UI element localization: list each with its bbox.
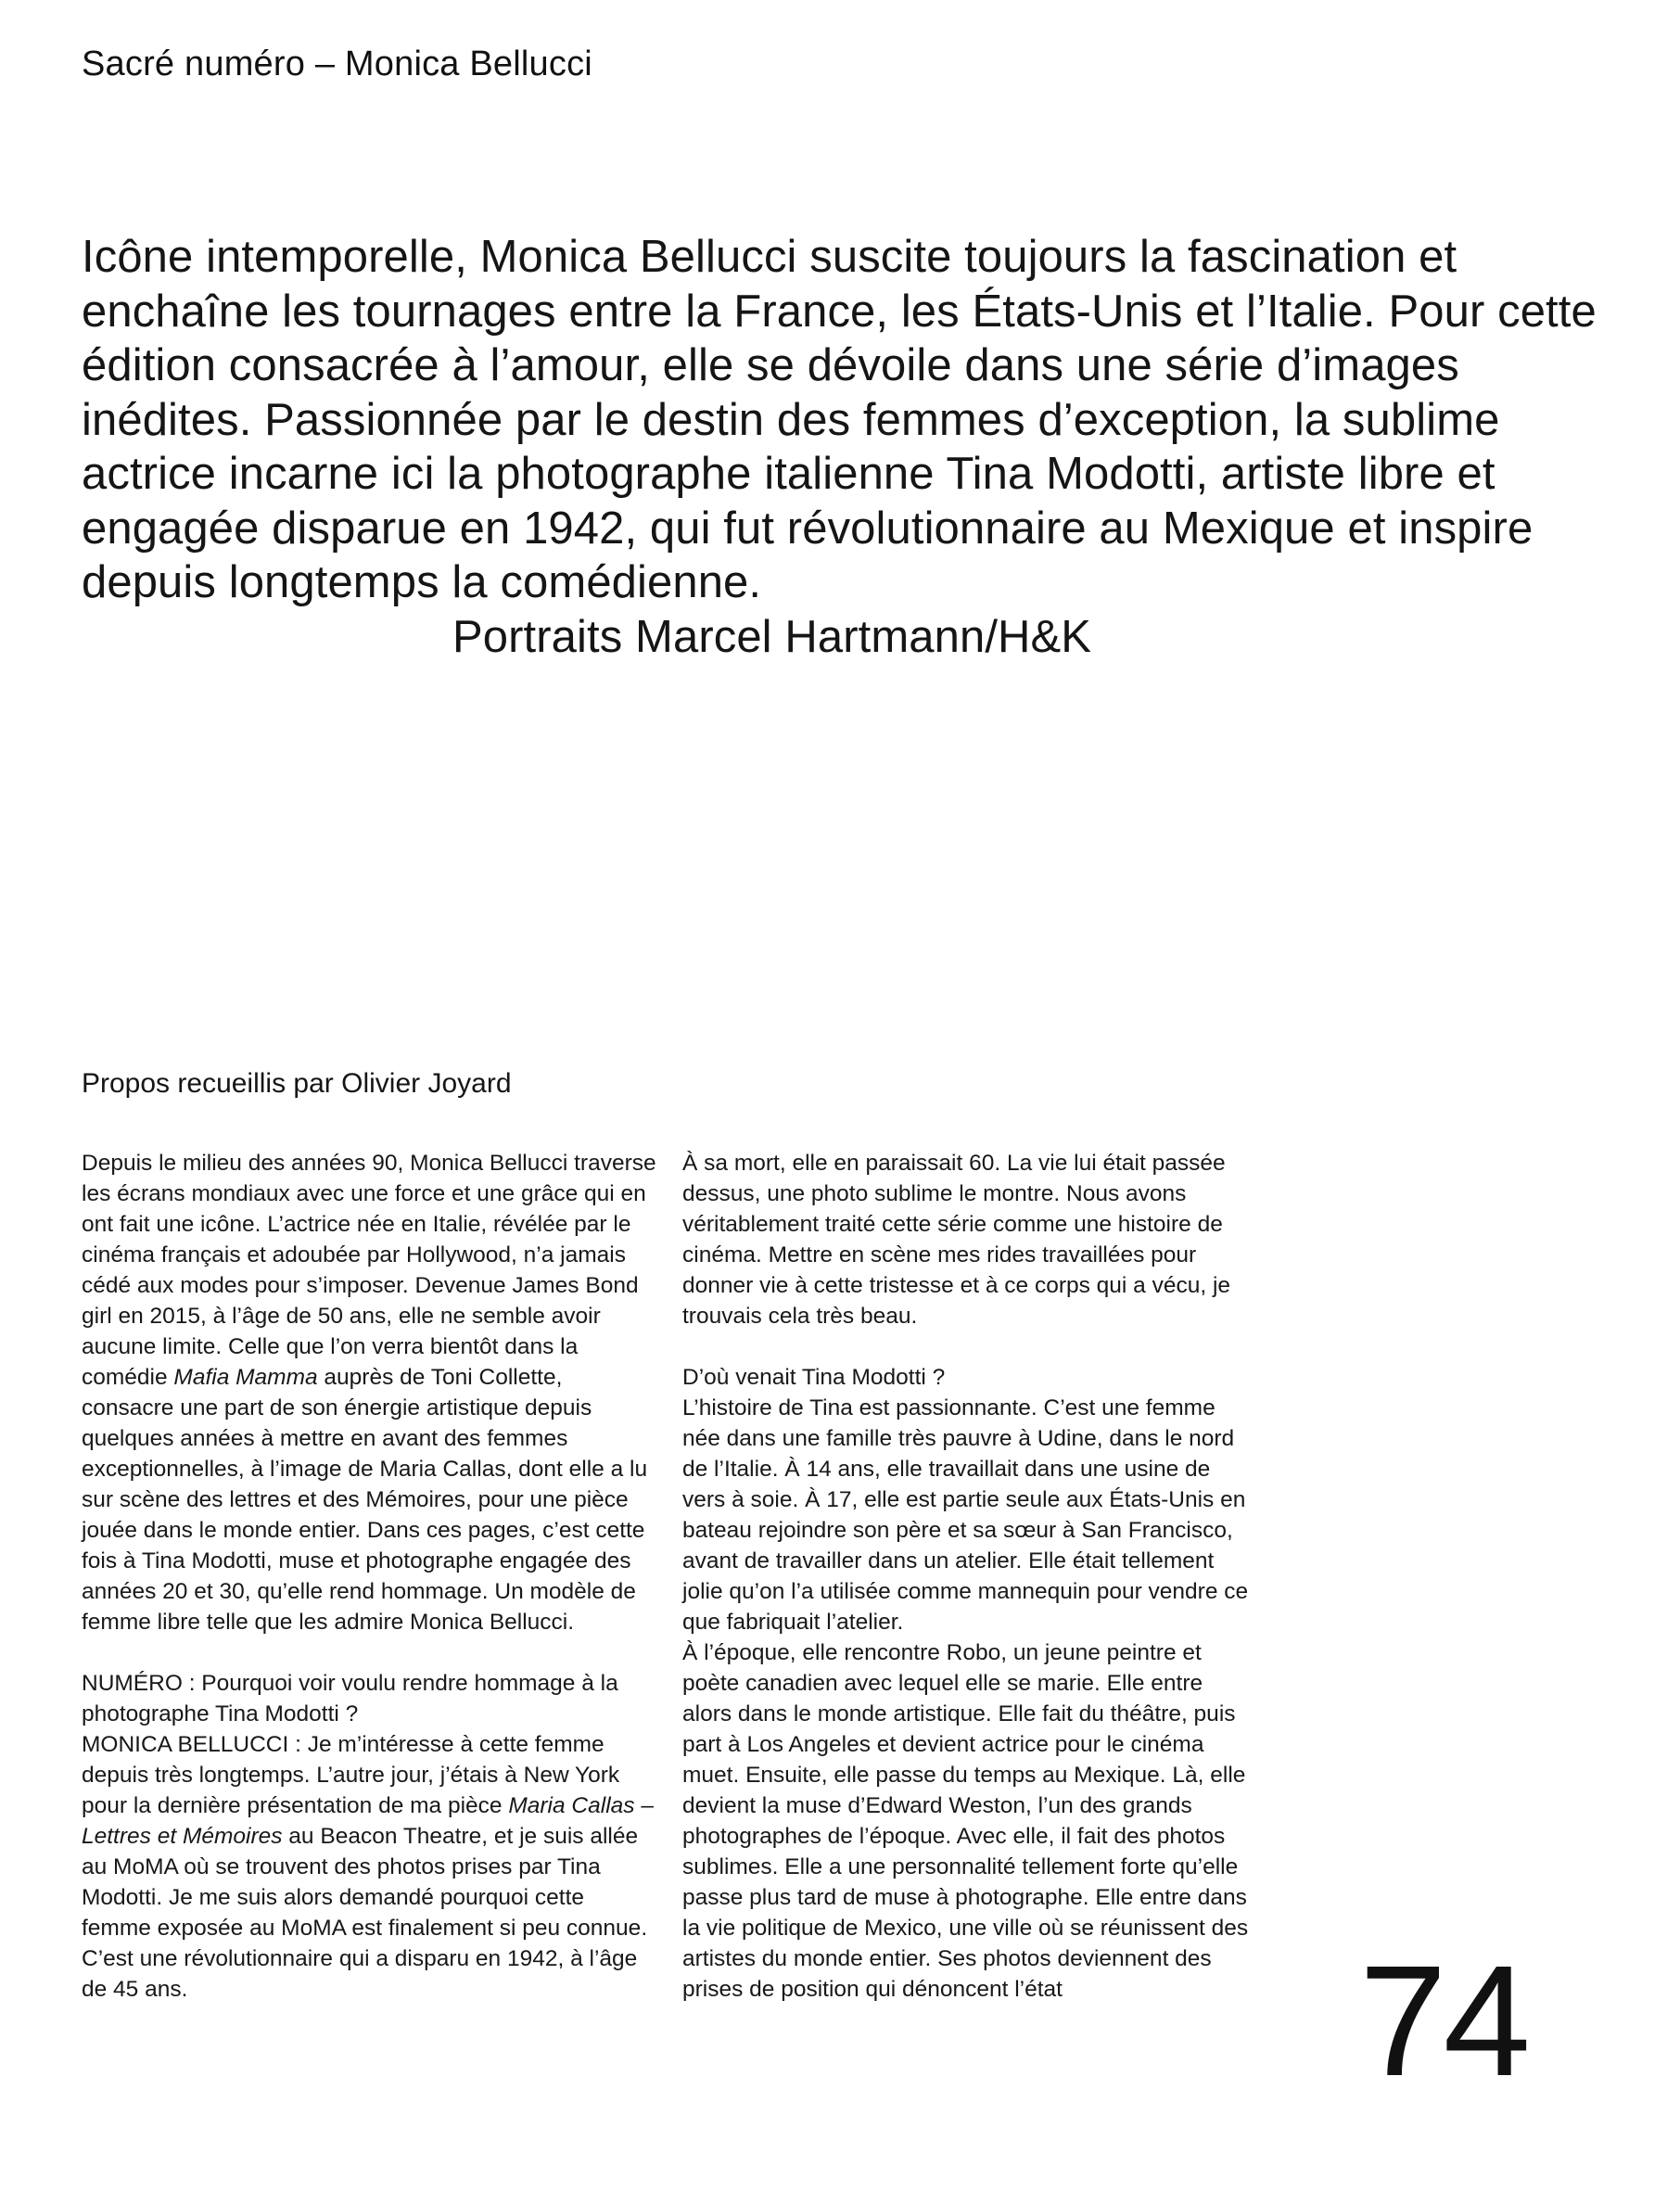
text-column-left: [82, 1148, 656, 2005]
photo-credit: Portraits Marcel Hartmann/H&K: [452, 611, 1092, 662]
page-number: 74: [1359, 1933, 1528, 2109]
answer-1-continued: À sa mort, elle en paraissait 60. La vie lui était passée dessus, une photo sublime le montre. Nous avons véritablement traité cette série comme une histoire de cinéma. Mettre en scène mes rides travaillées pour donner vie à cette tristesse et à ce corps qui a vécu, je trouvais cela très beau.: [682, 1151, 1231, 1329]
intro-text: Icône intemporelle, Monica Bellucci suscite toujours la fascination et enchaîne les tournages entre la France, les États-Unis et l’Italie. Pour cette édition consacrée à l’amour, elle se dévoile dans une série d’images inédites. Passionnée par le destin des femmes d’exception, la sublime actrice incarne ici la photographe italienne Tina Modotti, artiste libre et engagée disparue en 1942, qui fut révolutionnaire au Mexique et inspire depuis longtemps la comédienne.: [82, 232, 1597, 607]
interview-byline: Propos recueillis par Olivier Joyard: [82, 1068, 512, 1099]
play-title: Maria Callas – Lettres et Mémoires: [82, 1793, 654, 1849]
article-header-title: Sacré numéro – Monica Bellucci: [82, 45, 592, 83]
answer-2-paragraph-1: L’histoire de Tina est passionnante. C’est une femme née dans une famille très pauvre à Udine, dans le nord de l’Italie. À 14 ans, elle travaillait dans une usine de vers à soie. À 17, elle est partie seule aux États-Unis en bateau rejoindre son père et sa sœur à San Francisco, avant de travailler dans un atelier. Elle était tellement jolie qu’on l’a utilisée comme mannequin pour vendre ce que fabriquait l’atelier.: [682, 1395, 1249, 1635]
intro-paragraph: [82, 230, 1602, 664]
answer-1: [82, 1729, 656, 2005]
question-2: D’où venait Tina Modotti ?: [682, 1365, 946, 1390]
answer-1-part1: MONICA BELLUCCI : Je m’intéresse à cette femme depuis très longtemps. L’autre jour, j’étais à New York pour la dernière présentation de ma pièce: [82, 1732, 620, 1818]
question-1: NUMÉRO : Pourquoi voir voulu rendre hommage à la photographe Tina Modotti ?: [82, 1671, 618, 1726]
lead-text-part1: Depuis le milieu des années 90, Monica Bellucci traverse les écrans mondiaux avec une force et une grâce qui en ont fait une icône. L’actrice née en Italie, révélée par le cinéma français et adoubée par Hollywood, n’a jamais cédé aux modes pour s’imposer. Devenue James Bond girl en 2015, à l’âge de 50 ans, elle ne semble avoir aucune limite. Celle que l’on verra bientôt dans la comédie: [82, 1151, 656, 1390]
film-title: Mafia Mamma: [173, 1365, 318, 1390]
lead-paragraph: [82, 1148, 656, 1637]
text-column-right: [682, 1148, 1257, 2005]
answer-2-paragraph-2: À l’époque, elle rencontre Robo, un jeune peintre et poète canadien avec lequel elle se marie. Elle entre alors dans le monde artistique. Elle fait du théâtre, puis part à Los Angeles et devient actrice pour le cinéma muet. Ensuite, elle passe du temps au Mexique. Là, elle devient la muse d’Edward Weston, l’un des grands photographes de l’époque. Avec elle, il fait des photos sublimes. Elle a une personnalité tellement forte qu’elle passe plus tard de muse à photographe. Elle entre dans la vie politique de Mexico, une ville où se réunissent des artistes du monde entier. Ses photos deviennent des prises de position qui dénoncent l’état: [682, 1640, 1249, 2002]
lead-text-part2: auprès de Toni Collette, consacre une part de son énergie artistique depuis quelques années à mettre en avant des femmes exceptionnelles, à l’image de Maria Callas, dont elle a lu sur scène des lettres et des Mémoires, pour une pièce jouée dans le monde entier. Dans ces pages, c’est cette fois à Tina Modotti, muse et photographe engagée des années 20 et 30, qu’elle rend hommage. Un modèle de femme libre telle que les admire Monica Bellucci.: [82, 1365, 648, 1635]
answer-1-part2: au Beacon Theatre, et je suis allée au MoMA où se trouvent des photos prises par Tina Modotti. Je me suis alors demandé pourquoi cette femme exposée au MoMA est finalement si peu connue. C’est une révolutionnaire qui a disparu en 1942, à l’âge de 45 ans.: [82, 1824, 648, 2002]
